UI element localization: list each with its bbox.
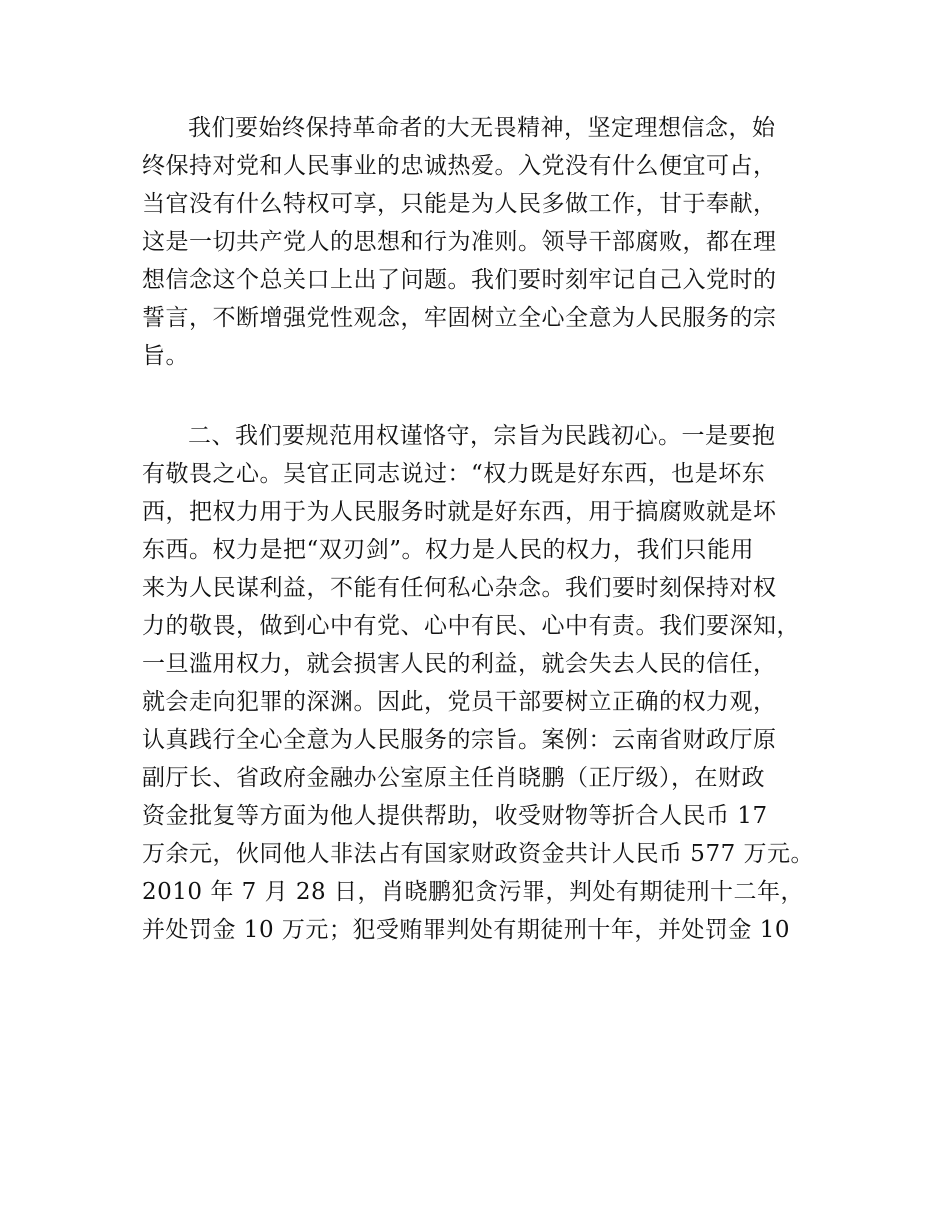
paragraph-line: 当官没有什么特权可享，只能是为人民多做工作，甘于奉献， bbox=[142, 191, 777, 217]
paragraph-line: 西，把权力用于为人民服务时就是好东西，用于搞腐败就是坏 bbox=[142, 499, 777, 525]
paragraph-line: 誓言，不断增强党性观念，牢固树立全心全意为人民服务的宗 bbox=[142, 305, 777, 331]
paragraph-line: 就会走向犯罪的深渊。因此，党员干部要树立正确的权力观， bbox=[142, 689, 777, 715]
paragraph-line: 认真践行全心全意为人民服务的宗旨。案例：云南省财政厅原 bbox=[142, 727, 777, 753]
paragraph-line: 有敬畏之心。吴官正同志说过：“权力既是好东西，也是坏东 bbox=[142, 461, 766, 487]
paragraph-line: 来为人民谋利益，不能有任何私心杂念。我们要时刻保持对权 bbox=[142, 575, 777, 601]
paragraph-1 bbox=[142, 109, 822, 375]
paragraph-line: 终保持对党和人民事业的忠诚热爱。入党没有什么便宜可占， bbox=[142, 153, 777, 179]
paragraph-line: 旨。 bbox=[142, 343, 189, 369]
paragraph-line: 想信念这个总关口上出了问题。我们要时刻牢记自己入党时的 bbox=[142, 267, 777, 293]
paragraph-line: 万余元，伙同他人非法占有国家财政资金共计人民币 577 万元。 bbox=[142, 841, 815, 867]
paragraph-line: 一旦滥用权力，就会损害人民的利益，就会失去人民的信任， bbox=[142, 651, 777, 677]
paragraph-line: 这是一切共产党人的思想和行为准则。领导干部腐败，都在理 bbox=[142, 229, 777, 255]
paragraph-line: 2010 年 7 月 28 日，肖晓鹏犯贪污罪，判处有期徒刑十二年， bbox=[142, 879, 804, 905]
paragraph-line: 资金批复等方面为他人提供帮助，收受财物等折合人民币 17 bbox=[142, 803, 768, 829]
paragraph-2 bbox=[142, 417, 822, 949]
paragraph-line: 副厅长、省政府金融办公室原主任肖晓鹏（正厅级），在财政 bbox=[142, 765, 765, 791]
paragraph-line: 我们要始终保持革命者的大无畏精神，坚定理想信念，始 bbox=[188, 115, 776, 141]
paragraph-line: 东西。权力是把“双刃剑”。权力是人民的权力，我们只能用 bbox=[142, 537, 755, 563]
paragraph-line: 二、我们要规范用权谨恪守，宗旨为民践初心。一是要抱 bbox=[188, 423, 776, 449]
paragraph-line: 并处罚金 10 万元；犯受贿罪判处有期徒刑十年，并处罚金 10 bbox=[142, 917, 790, 943]
paragraph-line: 力的敬畏，做到心中有党、心中有民、心中有责。我们要深知， bbox=[142, 613, 800, 639]
